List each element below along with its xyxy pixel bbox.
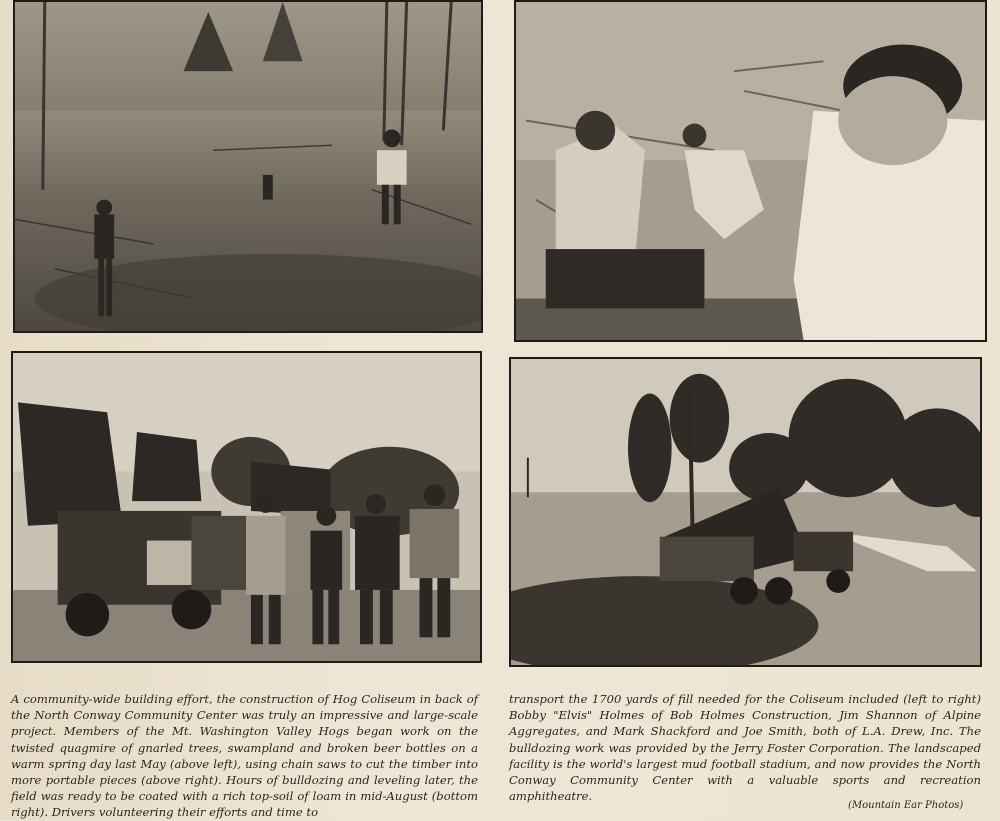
dump-truck-loam-image bbox=[511, 359, 980, 665]
photo-credit: (Mountain Ear Photos) bbox=[848, 800, 964, 811]
drivers-dump-trucks-image bbox=[13, 353, 480, 661]
forest-clearing-image bbox=[15, 2, 481, 331]
caption-left-column: A community-wide building effort, the construction of Hog Coliseum in back of the North Conway Community Center was truly an impressive and large-scale project. Members of the Mt. Washington Valley Hogs began work on the twisted quagmire of gnarled trees, swampland and broken beer bottles on a warm spring day last May (above left), using chain saws to cut the timber into more portable pieces (above right). Hours of bulldozing and leveling later, the field was ready to be coated with a rich top-soil of loam in mid-August (bottom right). Drivers volunteering their efforts and time to bbox=[11, 692, 478, 820]
photo-dump-truck-loam bbox=[509, 357, 982, 667]
photo-drivers-dump-trucks bbox=[11, 351, 482, 663]
photo-chainsaw-workers bbox=[514, 0, 987, 342]
photo-forest-clearing bbox=[13, 0, 483, 333]
caption-right-column: transport the 1700 yards of fill needed for the Coliseum included (left to right) Bobby "Elvis" Holmes of Bob Holmes Construction, Jim Shannon of Alpine Aggregates, and Mark Shackford and Joe Smith, both of L.A. Drew, Inc. The bulldozing work was provided by the Jerry Foster Corporation. The landscaped facility is the world's largest mud football stadium, and now provides the North Conway Community Center with a valuable sports and recreation amphitheatre. bbox=[509, 692, 981, 804]
chainsaw-workers-image bbox=[516, 2, 985, 340]
